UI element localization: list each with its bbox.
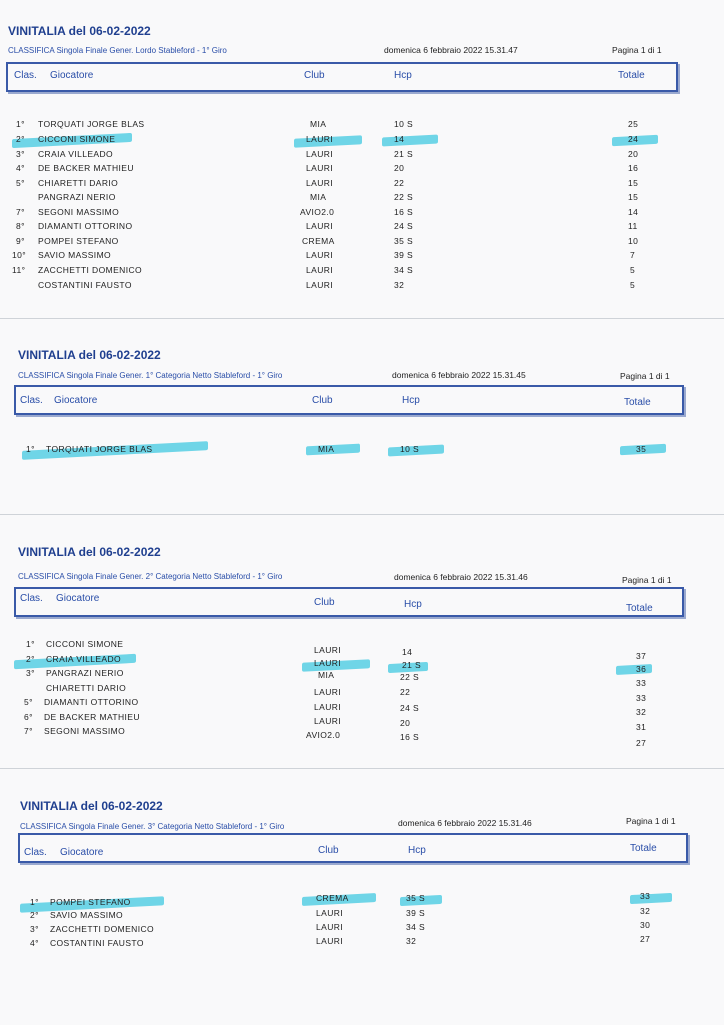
- player-name-cell: ZACCHETTI DOMENICO: [50, 924, 155, 934]
- hcp-cell: 20: [394, 163, 405, 173]
- player-name-cell: ZACCHETTI DOMENICO: [38, 265, 143, 275]
- header-clas: Clas.: [20, 593, 43, 604]
- table-row: [0, 119, 700, 133]
- hcp-cell: 20: [400, 718, 411, 728]
- club-cell: MIA: [310, 192, 327, 202]
- total-cell: 7: [630, 250, 636, 260]
- total-cell: 32: [636, 707, 647, 717]
- hcp-cell: 39 S: [406, 908, 426, 918]
- table-row: [0, 163, 700, 177]
- player-name-cell: POMPEI STEFANO: [50, 897, 131, 907]
- total-cell: 15: [628, 192, 639, 202]
- header-hcp: Hcp: [404, 599, 422, 610]
- table-row: [0, 444, 700, 458]
- position-cell: 8°: [16, 221, 25, 231]
- print-date: domenica 6 febbraio 2022 15.31.45: [392, 370, 526, 380]
- player-name-cell: CRAIA VILLEADO: [38, 149, 114, 159]
- header-clas: Clas.: [20, 395, 43, 406]
- total-cell: 35: [636, 444, 647, 454]
- position-cell: 3°: [26, 668, 35, 678]
- total-cell: 37: [636, 651, 647, 661]
- player-name-cell: TORQUATI JORGE BLAS: [46, 444, 153, 454]
- ranking-sheet-cat1: [0, 318, 724, 515]
- table-row: [0, 192, 700, 206]
- header-club: Club: [318, 845, 339, 856]
- club-cell: MIA: [310, 119, 327, 129]
- total-cell: 27: [640, 934, 651, 944]
- hcp-cell: 22 S: [400, 672, 420, 682]
- club-cell: LAURI: [316, 936, 344, 946]
- position-cell: 11°: [12, 265, 26, 275]
- club-cell: LAURI: [316, 922, 344, 932]
- position-cell: 4°: [16, 163, 25, 173]
- table-row: [0, 265, 700, 279]
- position-cell: 7°: [24, 726, 33, 736]
- print-date: domenica 6 febbraio 2022 15.31.47: [384, 45, 518, 55]
- player-name-cell: DIAMANTI OTTORINO: [38, 221, 133, 231]
- player-name-cell: SAVIO MASSIMO: [38, 250, 112, 260]
- header-hcp: Hcp: [394, 70, 412, 81]
- club-cell: LAURI: [314, 716, 342, 726]
- ranking-sheet-cat2: [0, 514, 724, 769]
- hcp-cell: 34 S: [406, 922, 426, 932]
- position-cell: 6°: [24, 712, 33, 722]
- position-cell: 1°: [30, 897, 39, 907]
- club-cell: LAURI: [306, 221, 334, 231]
- sheet-subtitle: CLASSIFICA Singola Finale Gener. 3° Categoria Netto Stableford - 1° Giro: [20, 822, 285, 831]
- header-club: Club: [312, 395, 333, 406]
- player-name-cell: CHIARETTI DARIO: [46, 683, 127, 693]
- club-cell: LAURI: [314, 687, 342, 697]
- column-header-box: [6, 62, 678, 92]
- column-header-box: [14, 587, 684, 617]
- ranking-sheet-cat3: [0, 768, 724, 1025]
- player-name-cell: SAVIO MASSIMO: [50, 910, 124, 920]
- position-cell: 10°: [12, 250, 27, 260]
- header-giocatore: Giocatore: [54, 395, 98, 406]
- total-cell: 10: [628, 236, 639, 246]
- hcp-cell: 21 S: [394, 149, 414, 159]
- header-hcp: Hcp: [408, 845, 426, 856]
- total-cell: 36: [636, 664, 647, 674]
- total-cell: 16: [628, 163, 639, 173]
- position-cell: 2°: [16, 134, 25, 144]
- position-cell: 5°: [24, 697, 33, 707]
- total-cell: 31: [636, 722, 647, 732]
- player-name-cell: TORQUATI JORGE BLAS: [38, 119, 145, 129]
- header-totale: Totale: [630, 843, 657, 854]
- player-name-cell: PANGRAZI NERIO: [46, 668, 124, 678]
- club-cell: LAURI: [306, 178, 334, 188]
- header-hcp: Hcp: [402, 395, 420, 406]
- hcp-cell: 16 S: [400, 732, 420, 742]
- club-cell: LAURI: [316, 908, 344, 918]
- table-row: [0, 280, 700, 294]
- player-name-cell: COSTANTINI FAUSTO: [50, 938, 144, 948]
- club-cell: LAURI: [306, 280, 334, 290]
- hcp-cell: 16 S: [394, 207, 414, 217]
- player-name-cell: DE BACKER MATHIEU: [44, 712, 140, 722]
- club-cell: CREMA: [316, 893, 349, 903]
- total-cell: 11: [628, 221, 638, 231]
- sheet-title: VINITALIA del 06-02-2022: [8, 24, 151, 38]
- hcp-cell: 14: [394, 134, 405, 144]
- position-cell: 3°: [30, 924, 39, 934]
- player-name-cell: SEGONI MASSIMO: [38, 207, 120, 217]
- club-cell: LAURI: [306, 149, 334, 159]
- header-totale: Totale: [626, 603, 653, 614]
- hcp-cell: 34 S: [394, 265, 414, 275]
- hcp-cell: 22: [394, 178, 405, 188]
- hcp-cell: 35 S: [394, 236, 414, 246]
- header-club: Club: [304, 70, 325, 81]
- column-header-box: [18, 833, 688, 863]
- total-cell: 15: [628, 178, 639, 188]
- total-cell: 20: [628, 149, 639, 159]
- total-cell: 33: [636, 678, 647, 688]
- player-name-cell: PANGRAZI NERIO: [38, 192, 116, 202]
- total-cell: 33: [640, 891, 651, 901]
- total-cell: 14: [628, 207, 639, 217]
- header-giocatore: Giocatore: [60, 847, 104, 858]
- club-cell: MIA: [318, 670, 335, 680]
- position-cell: 7°: [16, 207, 25, 217]
- position-cell: 1°: [26, 444, 35, 454]
- table-row: [0, 920, 700, 938]
- page-number: Pagina 1 di 1: [612, 45, 662, 55]
- player-name-cell: POMPEI STEFANO: [38, 236, 119, 246]
- position-cell: 5°: [16, 178, 25, 188]
- sheet-title: VINITALIA del 06-02-2022: [18, 348, 161, 362]
- club-cell: LAURI: [314, 645, 342, 655]
- hcp-cell: 32: [406, 936, 417, 946]
- club-cell: AVIO2.0: [306, 730, 341, 740]
- club-cell: AVIO2.0: [300, 207, 335, 217]
- header-club: Club: [314, 597, 335, 608]
- sheet-subtitle: CLASSIFICA Singola Finale Gener. Lordo Stableford - 1° Giro: [8, 46, 227, 55]
- header-clas: Clas.: [14, 70, 37, 81]
- club-cell: LAURI: [306, 265, 334, 275]
- hcp-cell: 21 S: [402, 660, 422, 670]
- total-cell: 32: [640, 906, 651, 916]
- hcp-cell: 22: [400, 687, 411, 697]
- position-cell: 1°: [16, 119, 25, 129]
- table-row: [0, 250, 700, 264]
- header-giocatore: Giocatore: [56, 593, 100, 604]
- table-row: [0, 906, 700, 924]
- player-name-cell: DE BACKER MATHIEU: [38, 163, 134, 173]
- column-header-box: [14, 385, 684, 415]
- header-giocatore: Giocatore: [50, 70, 94, 81]
- hcp-cell: 32: [394, 280, 405, 290]
- hcp-cell: 35 S: [406, 893, 426, 903]
- club-cell: LAURI: [306, 250, 334, 260]
- table-row: [0, 726, 700, 748]
- table-row: [0, 221, 700, 235]
- table-row: [0, 178, 700, 192]
- player-name-cell: SEGONI MASSIMO: [44, 726, 126, 736]
- club-cell: MIA: [318, 444, 335, 454]
- hcp-cell: 10 S: [400, 444, 420, 454]
- player-name-cell: DIAMANTI OTTORINO: [44, 697, 139, 707]
- club-cell: LAURI: [306, 163, 334, 173]
- position-cell: 2°: [26, 654, 35, 664]
- hcp-cell: 24 S: [400, 703, 420, 713]
- position-cell: 2°: [30, 910, 39, 920]
- header-clas: Clas.: [24, 847, 47, 858]
- total-cell: 25: [628, 119, 639, 129]
- sheet-subtitle: CLASSIFICA Singola Finale Gener. 1° Categoria Netto Stableford - 1° Giro: [18, 371, 283, 380]
- table-row: [0, 149, 700, 163]
- table-row: [0, 891, 700, 911]
- player-name-cell: COSTANTINI FAUSTO: [38, 280, 132, 290]
- position-cell: 3°: [16, 149, 25, 159]
- table-row: [0, 236, 700, 250]
- club-cell: LAURI: [314, 702, 342, 712]
- header-totale: Totale: [624, 397, 651, 408]
- player-name-cell: CRAIA VILLEADO: [46, 654, 122, 664]
- page-number: Pagina 1 di 1: [620, 371, 670, 381]
- table-row: [0, 134, 700, 148]
- page-number: Pagina 1 di 1: [626, 816, 676, 826]
- sheet-subtitle: CLASSIFICA Singola Finale Gener. 2° Categoria Netto Stableford - 1° Giro: [18, 572, 283, 581]
- table-row: [0, 207, 700, 221]
- total-cell: 33: [636, 693, 647, 703]
- total-cell: 5: [630, 265, 636, 275]
- print-date: domenica 6 febbraio 2022 15.31.46: [398, 818, 532, 828]
- sheet-title: VINITALIA del 06-02-2022: [20, 799, 163, 813]
- print-date: domenica 6 febbraio 2022 15.31.46: [394, 572, 528, 582]
- player-name-cell: CICCONI SIMONE: [46, 639, 124, 649]
- sheet-title: VINITALIA del 06-02-2022: [18, 545, 161, 559]
- hcp-cell: 24 S: [394, 221, 414, 231]
- hcp-cell: 22 S: [394, 192, 414, 202]
- position-cell: 4°: [30, 938, 39, 948]
- hcp-cell: 39 S: [394, 250, 414, 260]
- position-cell: 9°: [16, 236, 25, 246]
- club-cell: CREMA: [302, 236, 335, 246]
- player-name-cell: CHIARETTI DARIO: [38, 178, 119, 188]
- ranking-sheet-lordo: [0, 0, 724, 318]
- hcp-cell: 10 S: [394, 119, 414, 129]
- hcp-cell: 14: [402, 647, 413, 657]
- page-number: Pagina 1 di 1: [622, 575, 672, 585]
- club-cell: LAURI: [306, 134, 334, 144]
- total-cell: 30: [640, 920, 651, 930]
- position-cell: 1°: [26, 639, 35, 649]
- total-cell: 24: [628, 134, 639, 144]
- header-totale: Totale: [618, 70, 645, 81]
- total-cell: 27: [636, 738, 647, 748]
- total-cell: 5: [630, 280, 636, 290]
- club-cell: LAURI: [314, 658, 342, 668]
- player-name-cell: CICCONI SIMONE: [38, 134, 116, 144]
- table-row: [0, 934, 700, 952]
